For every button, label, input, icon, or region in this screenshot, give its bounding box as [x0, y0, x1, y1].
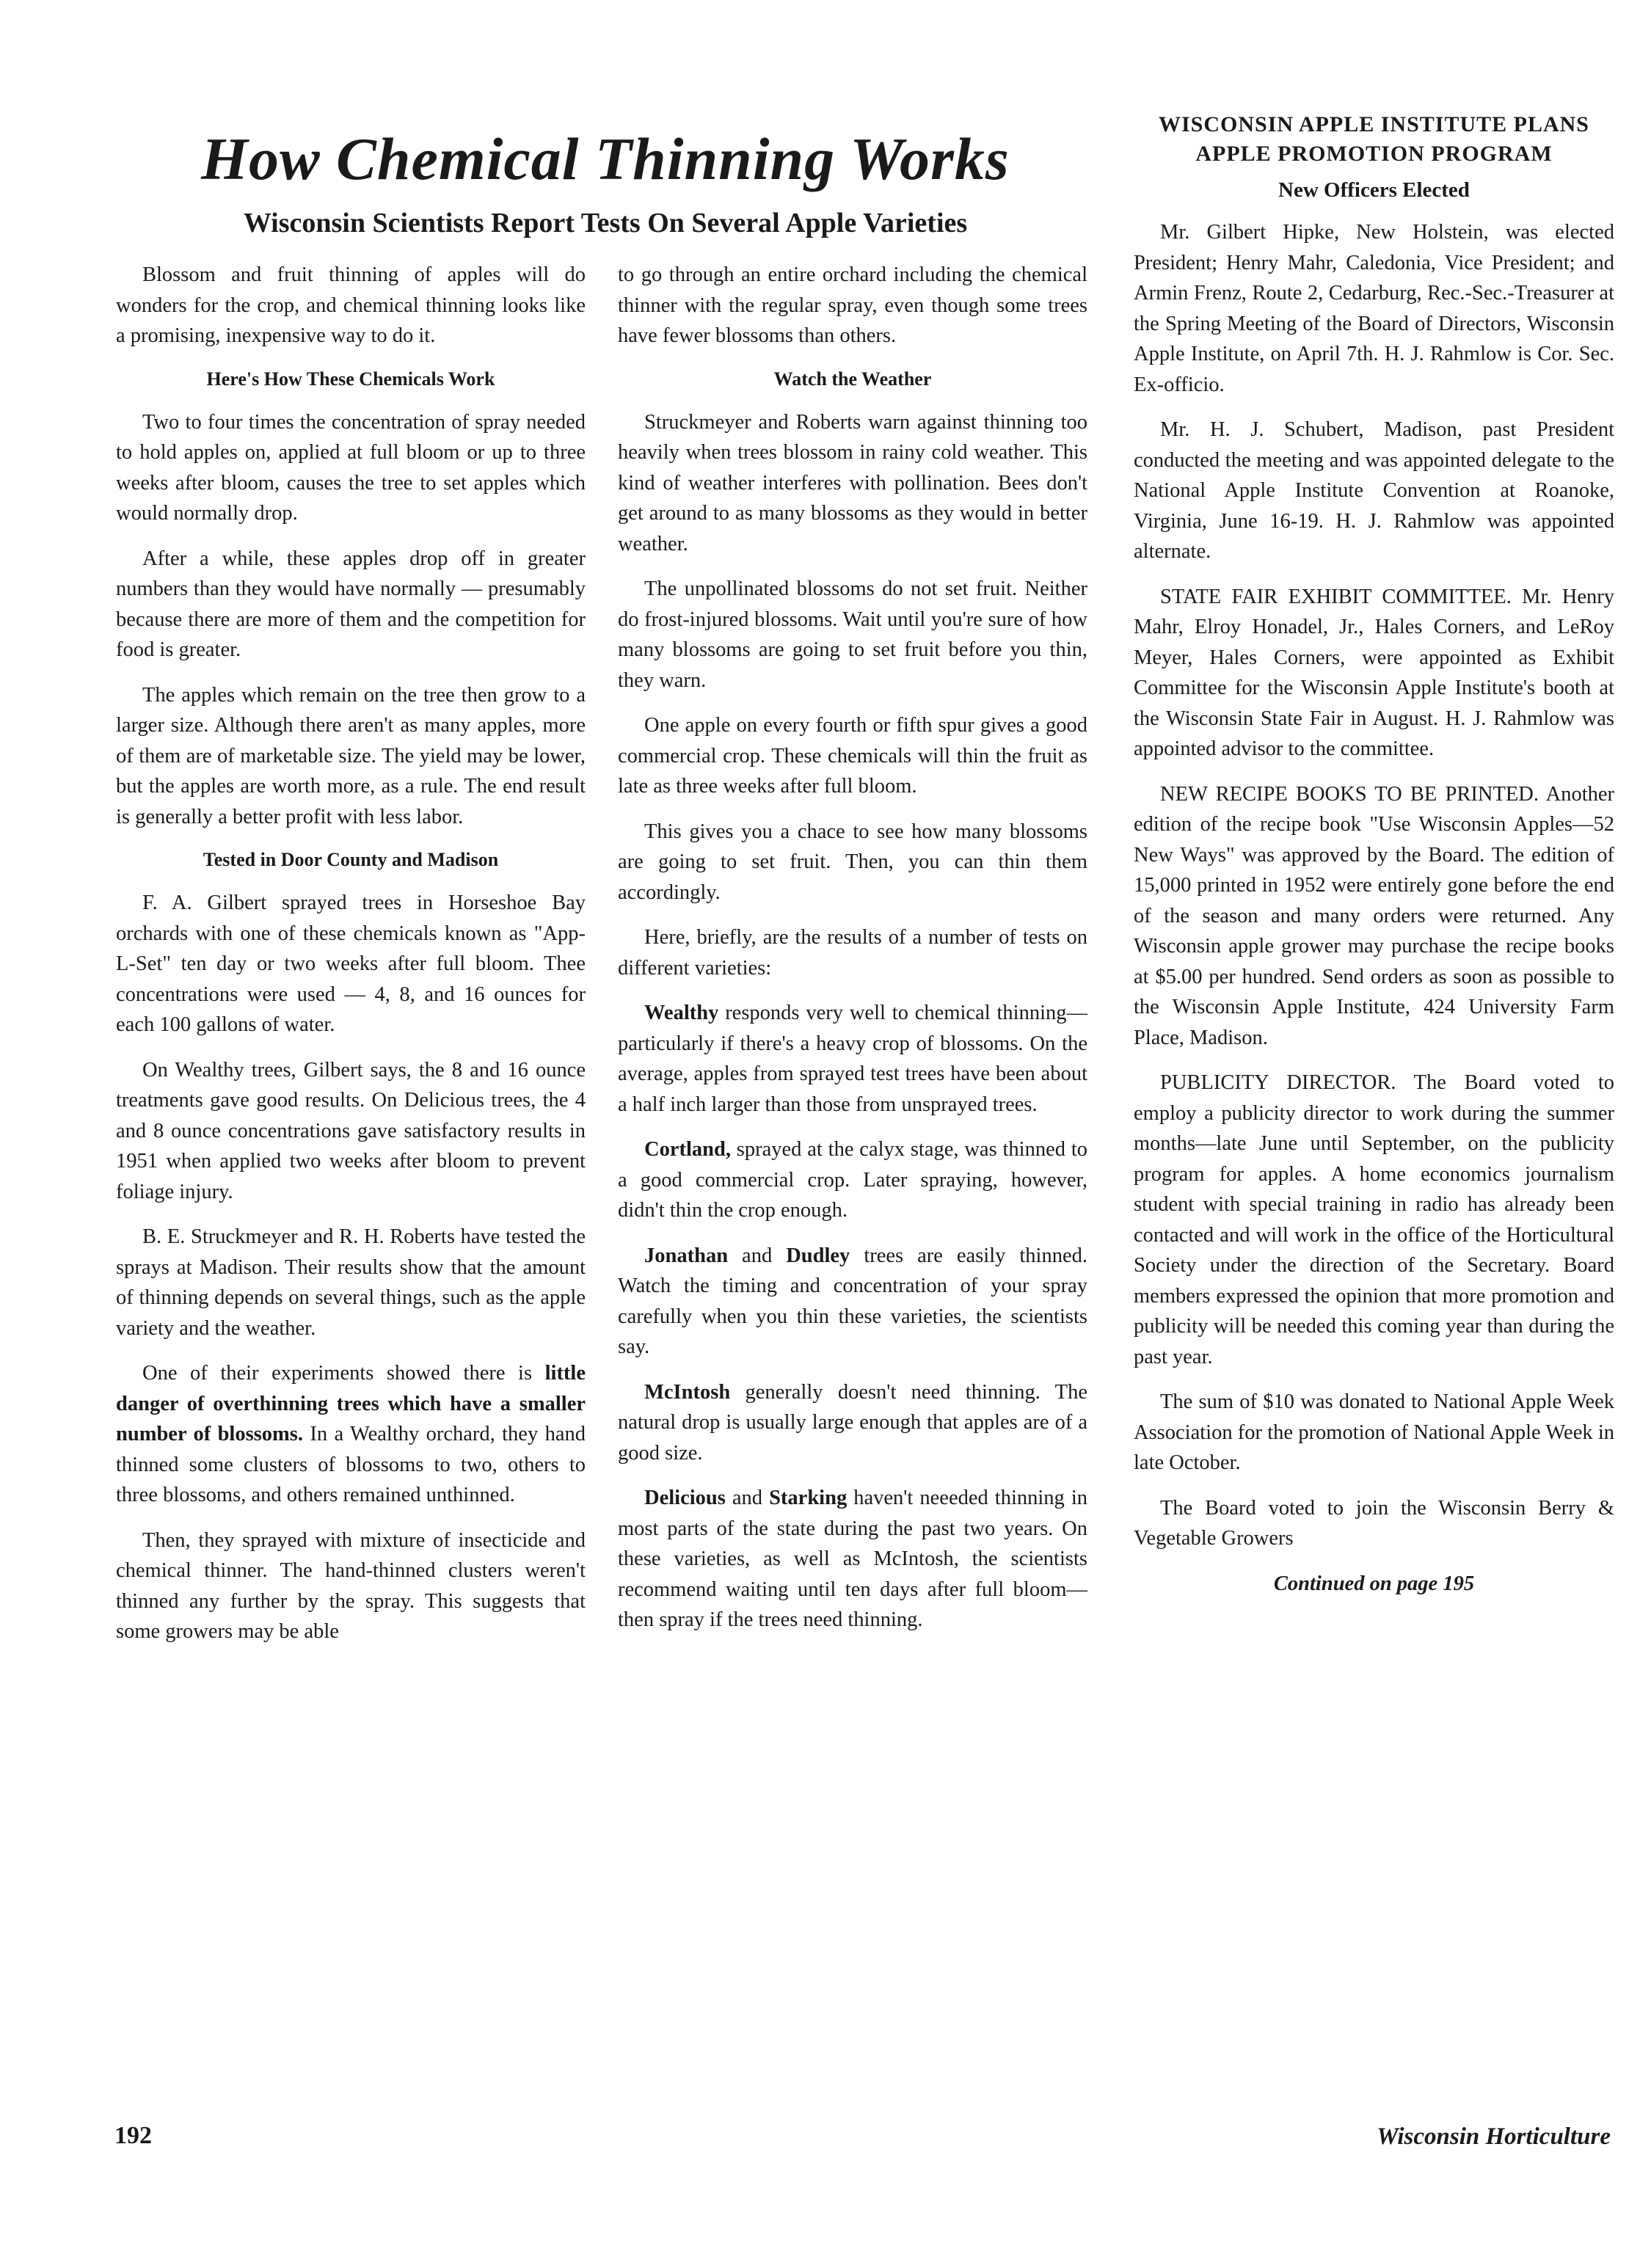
article-header [110, 125, 1101, 241]
paragraph [618, 1483, 1087, 1636]
text-run: In a Wealthy orchard, they hand thinned some clusters of blossoms to two, others to three blossoms, and others remained unthinned. [116, 1423, 586, 1506]
paragraph: NEW RECIPE BOOKS TO BE PRINTED. Another edition of the recipe book "Use Wisconsin Apples—52 New Ways" was approved by the Board. The edition of 15,000 printed in 1952 were entirely gone before the end of the season and many orders were returned. Any Wisconsin apple grower may purchase the recipe books at $5.00 per hundred. Send orders as soon as possible to the Wisconsin Apple Institute, 424 University Farm Place, Madison. [1134, 782, 1614, 1049]
article-column-1 [116, 260, 586, 1662]
text-run: responds very well to chemical thinning—particularly if there's a heavy crop of blossoms. On the average, apples from sprayed test trees have been about a half inch larger than those from unsprayed trees. [618, 1002, 1087, 1116]
variety-name: Cortland, [644, 1138, 731, 1161]
section-heading: Here's How These Chemicals Work [206, 368, 495, 390]
paragraph [618, 1377, 1087, 1469]
paragraph [116, 1358, 586, 1511]
paragraph: F. A. Gilbert sprayed trees in Horseshoe Bay orchards with one of these chemicals known as "App-L-Set" ten day or two weeks after full bloom. Thee concentrations were used — 4, 8, and 16 ounces for each 100 gallons of water. [116, 891, 586, 1036]
article-title: How Chemical Thinning Works [201, 125, 1010, 192]
variety-name: McIntosh [644, 1380, 731, 1404]
text-run: and [728, 1244, 787, 1267]
paragraph: The unpollinated blossoms do not set fruit. Neither do frost-injured blossoms. Wait until you're sure of how many blossoms are going to set fruit before you thin, they warn. [618, 577, 1087, 692]
paragraph: PUBLICITY DIRECTOR. The Board voted to employ a publicity director to work during the summer months—late June until September, on the publicity program for apples. A home economics journalism student with special training in radio has already been contacted and will work in the office of the Horticultural Society under the direction of the Secretary. Board members expressed the opinion that more promotion and publicity will be needed this coming year than during the past year. [1134, 1071, 1614, 1368]
paragraph: Here, briefly, are the results of a number of tests on different varieties: [618, 926, 1087, 980]
variety-name: Starking [769, 1487, 848, 1509]
section-heading: Watch the Weather [773, 368, 932, 390]
paragraph [618, 998, 1087, 1120]
paragraph [618, 1241, 1087, 1363]
variety-name: Dudley [786, 1244, 850, 1267]
sidebar-subtitle: New Officers Elected [1278, 178, 1470, 202]
paragraph: Mr. Gilbert Hipke, New Holstein, was elected President; Henry Mahr, Caledonia, Vice President; and Armin Frenz, Route 2, Cedarburg, Rec.-Sec.-Treasurer at the Spring Meeting of the Board of Directors, Wisconsin Apple Institute, on April 7th. H. J. Rahmlow is Cor. Sec. Ex-officio. [1134, 221, 1614, 396]
section-heading: Tested in Door County and Madison [203, 849, 499, 870]
text-run: and [725, 1487, 770, 1509]
sidebar-article [1134, 110, 1614, 1614]
variety-name: Jonathan [644, 1244, 729, 1267]
publication-name: Wisconsin Horticulture [1377, 2123, 1611, 2150]
paragraph: After a while, these apples drop off in greater numbers than they would have normally — presumably because there are more of them and the competition for food is greater. [116, 547, 586, 661]
sidebar-title: WISCONSIN APPLE INSTITUTE PLANS APPLE PROMOTION PROGRAM [1159, 112, 1589, 166]
article-column-2 [618, 260, 1087, 1650]
paragraph: On Wealthy trees, Gilbert says, the 8 and 16 ounce treatments gave good results. On Delicious trees, the 4 and 8 ounce concentrations gave satisfactory results in 1951 when applied two weeks after bloom to prevent foliage injury. [116, 1058, 586, 1203]
paragraph: This gives you a chace to see how many blossoms are going to set fruit. Then, you can thin them accordingly. [618, 820, 1087, 904]
paragraph: Two to four times the concentration of spray needed to hold apples on, applied at full bloom or up to three weeks after bloom, causes the tree to set apples which would normally drop. [116, 410, 586, 525]
variety-name: Wealthy [644, 1002, 719, 1024]
emphasis-text: little danger of overthinning trees which have a smaller number of blossoms. [116, 1362, 586, 1445]
paragraph: The sum of $10 was donated to National Apple Week Association for the promotion of National Apple Week in late October. [1134, 1390, 1614, 1474]
variety-name: Delicious [644, 1487, 726, 1509]
text-run: sprayed at the calyx stage, was thinned to a good commercial crop. Later spraying, however, didn't thin the crop enough. [618, 1138, 1087, 1222]
article-subtitle: Wisconsin Scientists Report Tests On Several Apple Varieties [243, 208, 968, 239]
paragraph: Mr. H. J. Schubert, Madison, past President conducted the meeting and was appointed delegate to the National Apple Institute Convention at Roanoke, Virginia, June 16-19. H. J. Rahmlow was appointed alternate. [1134, 418, 1614, 563]
paragraph: One apple on every fourth or fifth spur gives a good commercial crop. These chemicals will thin the fruit as late as three weeks after full bloom. [618, 714, 1087, 798]
text-run: haven't neeeded thinning in most parts of the state during the past two years. On these varieties, as well as McIntosh, the scientists recommend waiting until ten days after full bloom—then spray if the trees need thinning. [618, 1487, 1088, 1631]
paragraph [618, 1134, 1087, 1226]
text-run: trees are easily thinned. Watch the timing and concentration of your spray carefully when you thin these varieties, the scientists say. [618, 1244, 1087, 1358]
page-number: 192 [114, 2122, 152, 2149]
paragraph: to go through an entire orchard including the chemical thinner with the regular spray, even though some trees have fewer blossoms than others. [618, 263, 1087, 347]
paragraph: The apples which remain on the tree then grow to a larger size. Although there aren't as many apples, more of them are of marketable size. The yield may be lower, but the apples are worth more, as a rule. The end result is generally a better profit with less labor. [116, 683, 586, 828]
paragraph: B. E. Struckmeyer and R. H. Roberts have tested the sprays at Madison. Their results show that the amount of thinning depends on several things, such as the apple variety and the weather. [116, 1225, 586, 1340]
continued-note: Continued on page 195 [1273, 1572, 1475, 1595]
paragraph: Blossom and fruit thinning of apples will do wonders for the crop, and chemical thinning looks like a promising, inexpensive way to do it. [116, 263, 586, 347]
text-run: generally doesn't need thinning. The natural drop is usually large enough that apples are of a good size. [618, 1380, 1087, 1465]
paragraph: The Board voted to join the Wisconsin Berry & Vegetable Growers [1134, 1496, 1614, 1550]
paragraph: STATE FAIR EXHIBIT COMMITTEE. Mr. Henry Mahr, Elroy Honadel, Jr., Hales Corners, and LeRoy Meyer, Hales Corners, were appointed as Exhibit Committee for the Wisconsin Apple Institute's booth at the Wisconsin State Fair in August. H. J. Rahmlow was appointed advisor to the committee. [1134, 585, 1614, 760]
text-run: One of their experiments showed there is [142, 1362, 545, 1385]
paragraph: Struckmeyer and Roberts warn against thinning too heavily when trees blossom in rainy cold weather. This kind of weather interferes with pollination. Bees don't get around to as many blossoms as they would in better weather. [618, 410, 1087, 555]
paragraph: Then, they sprayed with mixture of insecticide and chemical thinner. The hand-thinned clusters weren't thinned any further by the spray. This suggests that some growers may be able [116, 1528, 586, 1643]
